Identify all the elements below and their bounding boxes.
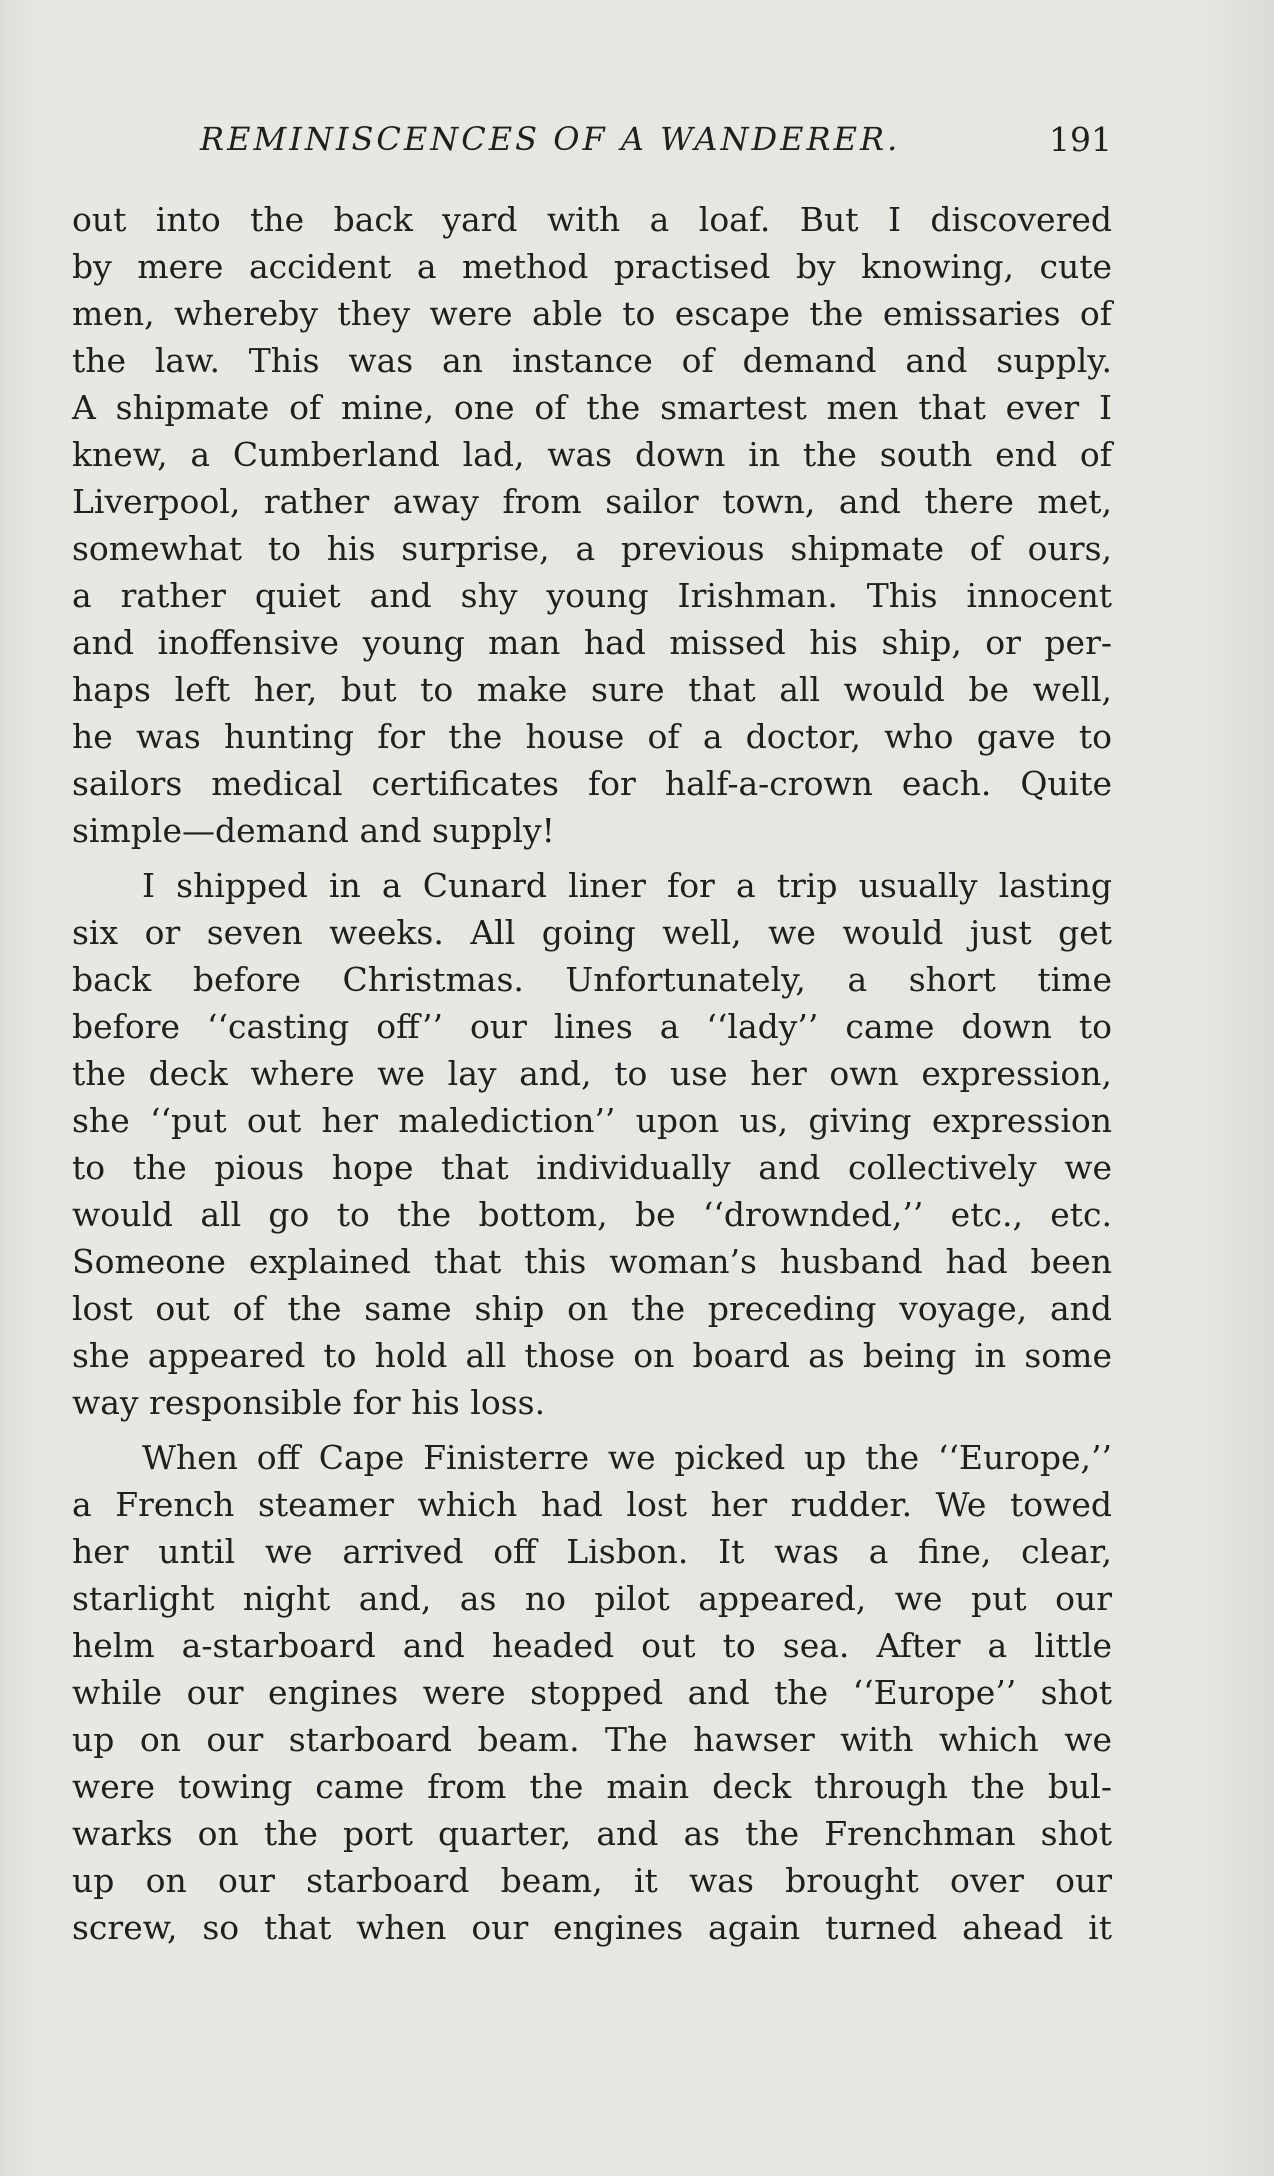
text-line: haps left her, but to make sure that all would be well, (72, 670, 1112, 709)
text-line: by mere accident a method practised by knowing, cute (72, 247, 1112, 286)
body-text (72, 196, 1112, 1951)
text-line: back before Christmas. Unfortunately, a short time (72, 960, 1112, 999)
text-line: way responsible for his loss. (72, 1383, 546, 1422)
text-line: a French steamer which had lost her rudder. We towed (72, 1485, 1112, 1524)
page-number: 191 (1049, 120, 1112, 159)
text-line: I shipped in a Cunard liner for a trip usually lasting (142, 866, 1112, 905)
running-title: REMINISCENCES OF A WANDERER. (200, 120, 901, 158)
text-line: screw, so that when our engines again turned ahead it (72, 1908, 1112, 1947)
text-line: somewhat to his surprise, a previous shipmate of ours, (72, 529, 1112, 568)
text-line: sailors medical certificates for half-a-crown each. Quite (72, 764, 1112, 803)
paragraph-1 (72, 196, 1112, 854)
text-line: her until we arrived off Lisbon. It was a fine, clear, (72, 1532, 1112, 1571)
text-line: before ‘‘casting off’’ our lines a ‘‘lady’’ came down to (72, 1007, 1112, 1046)
text-line: helm a-starboard and headed out to sea. After a little (72, 1626, 1112, 1665)
text-line: Someone explained that this woman’s husband had been (72, 1242, 1112, 1281)
text-line: while our engines were stopped and the ‘‘Europe’’ shot (72, 1673, 1112, 1712)
text-line: she ‘‘put out her malediction’’ upon us, giving expression (72, 1101, 1112, 1140)
text-line: were towing came from the main deck through the bul- (72, 1767, 1112, 1806)
paragraph-3 (72, 1434, 1112, 1951)
text-line: A shipmate of mine, one of the smartest men that ever I (72, 388, 1112, 427)
text-line: up on our starboard beam. The hawser with which we (72, 1720, 1112, 1759)
text-line: When off Cape Finisterre we picked up the ‘‘Europe,’’ (142, 1438, 1112, 1477)
text-line: warks on the port quarter, and as the Frenchman shot (72, 1814, 1112, 1853)
page-header (72, 120, 1112, 164)
text-line: the deck where we lay and, to use her own expression, (72, 1054, 1112, 1093)
text-line: out into the back yard with a loaf. But I discovered (72, 200, 1112, 239)
text-line: would all go to the bottom, be ‘‘drownded,’’ etc., etc. (72, 1195, 1112, 1234)
text-line: Liverpool, rather away from sailor town, and there met, (72, 482, 1112, 521)
text-line: lost out of the same ship on the preceding voyage, and (72, 1289, 1112, 1328)
text-line: the law. This was an instance of demand and supply. (72, 341, 1112, 380)
text-line: simple—demand and supply! (72, 811, 555, 850)
text-line: knew, a Cumberland lad, was down in the south end of (72, 435, 1112, 474)
text-line: a rather quiet and shy young Irishman. This innocent (72, 576, 1112, 615)
text-line: six or seven weeks. All going well, we would just get (72, 913, 1112, 952)
text-line: to the pious hope that individually and collectively we (72, 1148, 1112, 1187)
paragraph-2 (72, 862, 1112, 1426)
text-line: she appeared to hold all those on board as being in some (72, 1336, 1112, 1375)
text-line: and inoffensive young man had missed his ship, or per- (72, 623, 1112, 662)
text-line: starlight night and, as no pilot appeared, we put our (72, 1579, 1112, 1618)
text-line: up on our starboard beam, it was brought over our (72, 1861, 1112, 1900)
text-line: men, whereby they were able to escape the emissaries of (72, 294, 1112, 333)
text-line: he was hunting for the house of a doctor, who gave to (72, 717, 1112, 756)
